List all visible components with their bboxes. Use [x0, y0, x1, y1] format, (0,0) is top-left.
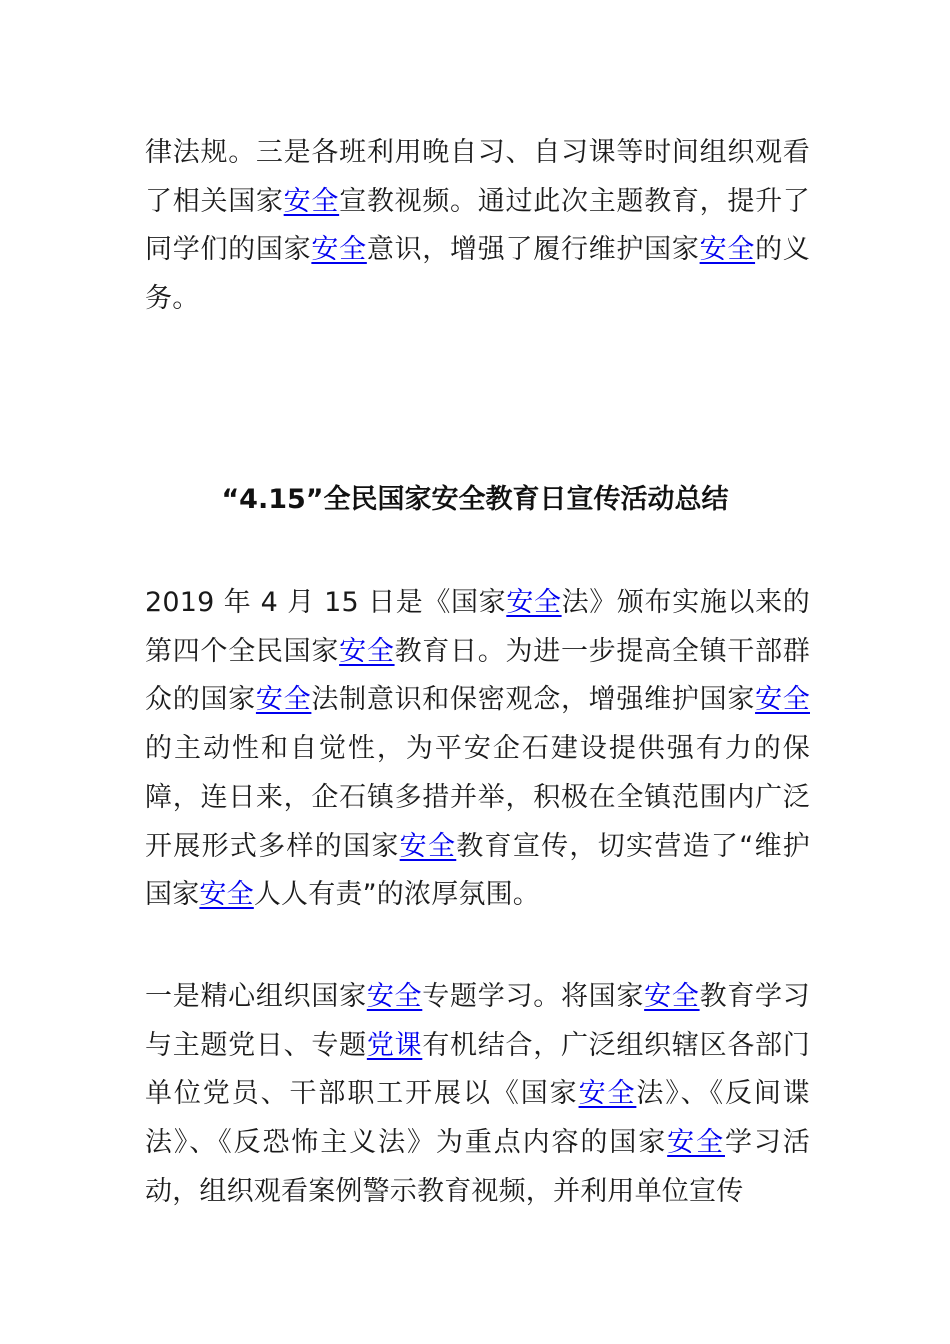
text-run: 2019 年 4 月 15 日是《国家	[145, 587, 507, 618]
text-run: 法》、《反间谍法》、《反恐怖主义法》为重点内容的国家	[145, 1078, 810, 1159]
text-run: 意识，增强了履行维护国家	[366, 234, 700, 266]
keyword-link[interactable]: 安全	[399, 830, 457, 862]
text-run: 专题学习。将国家	[422, 981, 645, 1012]
keyword-link[interactable]: 安全	[578, 1078, 637, 1110]
text-run: 一是精心组织国家	[145, 981, 367, 1012]
intro-paragraph	[145, 579, 810, 920]
text-run: 有机结合，广泛组织辖区各部门单位党员、干部职工开展以《国家	[145, 1029, 810, 1110]
keyword-link[interactable]: 安全	[311, 234, 367, 266]
keyword-link[interactable]: 安全	[366, 981, 423, 1012]
keyword-link[interactable]: 安全	[283, 185, 340, 217]
text-run: 人人有责”的浓厚氛围。	[253, 879, 540, 911]
keyword-link[interactable]: 安全	[199, 879, 254, 911]
text-run: 学习活动，组织观看案例警示教育视频，并利用单位宣传	[145, 1127, 810, 1207]
keyword-link[interactable]: 安全	[339, 635, 395, 667]
text-run: 的义务。	[145, 234, 810, 315]
text-run: 教育学习与主题党日、专题	[145, 981, 810, 1061]
continuation-paragraph	[145, 129, 810, 324]
text-run: 法制意识和保密观念，增强维护国家	[311, 684, 756, 716]
text-run: 的主动性和自觉性，为平安企石建设提供强有力的保障，连日来，企石镇多措并举，积极在全镇范围内广泛开展形式多样的国家	[145, 733, 810, 862]
text-run: 法》颁布实施以来的第四个全民国家	[145, 587, 810, 667]
keyword-link[interactable]: 安全	[644, 981, 700, 1012]
text-run: 教育日。为进一步提高全镇干部群众的国家	[145, 635, 810, 716]
point-one-paragraph	[145, 973, 810, 1217]
keyword-link[interactable]: 党课	[366, 1029, 423, 1061]
keyword-link[interactable]: 安全	[755, 684, 810, 716]
keyword-link[interactable]: 安全	[506, 587, 562, 618]
text-run: 教育宣传，切实营造了“维护国家	[145, 830, 810, 911]
section-title: “4.15”全民国家安全教育日宣传活动总结	[221, 484, 729, 515]
keyword-link[interactable]: 安全	[667, 1127, 725, 1159]
text-run: 宣教视频。通过此次主题教育，提升了同学们的国家	[145, 185, 811, 266]
text-run: 律法规。三是各班利用晚自习、自习课等时间组织观看了相关国家	[145, 137, 810, 217]
keyword-link[interactable]: 安全	[255, 684, 312, 716]
keyword-link[interactable]: 安全	[699, 234, 756, 266]
